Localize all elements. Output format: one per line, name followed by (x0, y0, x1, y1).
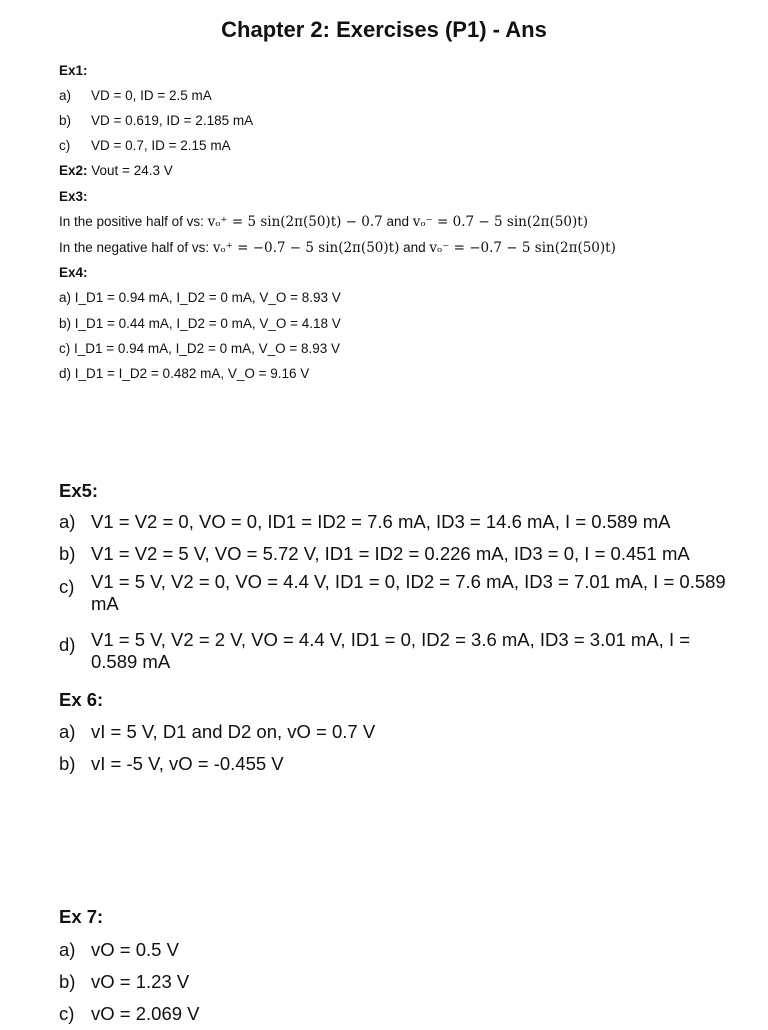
ex3-negative-line: In the negative half of vs: vₒ⁺ = −0.7 − 5 sin(2π(50)t) and vₒ⁻ = −0.7 − 5 sin(2π(50)t) (59, 240, 616, 256)
page-title: Chapter 2: Exercises (P1) - Ans (221, 17, 547, 42)
ex4-item-c: c) I_D1 = 0.94 mA, I_D2 = 0 mA, V_O = 8.93 V (59, 341, 341, 356)
ex5-item-c: c) V1 = 5 V, V2 = 0, VO = 4.4 V, ID1 = 0, ID2 = 7.6 mA, ID3 = 7.01 mA, I = 0.589 mA (59, 571, 726, 614)
ex6-item-b: b) vI = -5 V, vO = -0.455 V (59, 753, 284, 774)
ex1-item-c: c) VD = 0.7, ID = 2.15 mA (59, 138, 231, 153)
ex1-item-b: b) VD = 0.619, ID = 2.185 mA (59, 113, 254, 128)
ex1-label: Ex1: (59, 63, 88, 78)
ex3-label: Ex3: (59, 189, 88, 204)
ex4-label: Ex4: (59, 265, 88, 280)
ex7-label: Ex 7: (59, 906, 104, 927)
ex7-item-b: b) vO = 1.23 V (59, 971, 190, 992)
ex5-item-b: b) V1 = V2 = 5 V, VO = 5.72 V, ID1 = ID2 = 0.226 mA, ID3 = 0, I = 0.451 mA (59, 543, 690, 564)
ex1-item-a: a) VD = 0, ID = 2.5 mA (59, 88, 212, 103)
ex4-item-a: a) I_D1 = 0.94 mA, I_D2 = 0 mA, V_O = 8.93 V (59, 290, 341, 305)
ex3-positive-line: In the positive half of vs: vₒ⁺ = 5 sin(2π(50)t) − 0.7 and vₒ⁻ = 0.7 − 5 sin(2π(50)t) (59, 214, 588, 230)
ex4-item-b: b) I_D1 = 0.44 mA, I_D2 = 0 mA, V_O = 4.18 V (59, 316, 341, 331)
ex7-item-c: c) vO = 2.069 V (59, 1003, 200, 1024)
ex7-item-a: a) vO = 0.5 V (59, 939, 179, 960)
ex4-item-d: d) I_D1 = I_D2 = 0.482 mA, V_O = 9.16 V (59, 366, 310, 381)
ex5-item-d: d) V1 = 5 V, V2 = 2 V, VO = 4.4 V, ID1 = 0, ID2 = 3.6 mA, ID3 = 3.01 mA, I = 0.589 mA (59, 629, 691, 672)
ex6-item-a: a) vI = 5 V, D1 and D2 on, vO = 0.7 V (59, 721, 376, 742)
ex2-line: Ex2: Vout = 24.3 V (59, 163, 173, 178)
ex5-item-a: a) V1 = V2 = 0, VO = 0, ID1 = ID2 = 7.6 mA, ID3 = 14.6 mA, I = 0.589 mA (59, 511, 671, 532)
ex6-label: Ex 6: (59, 689, 104, 710)
ex5-label: Ex5: (59, 480, 99, 501)
